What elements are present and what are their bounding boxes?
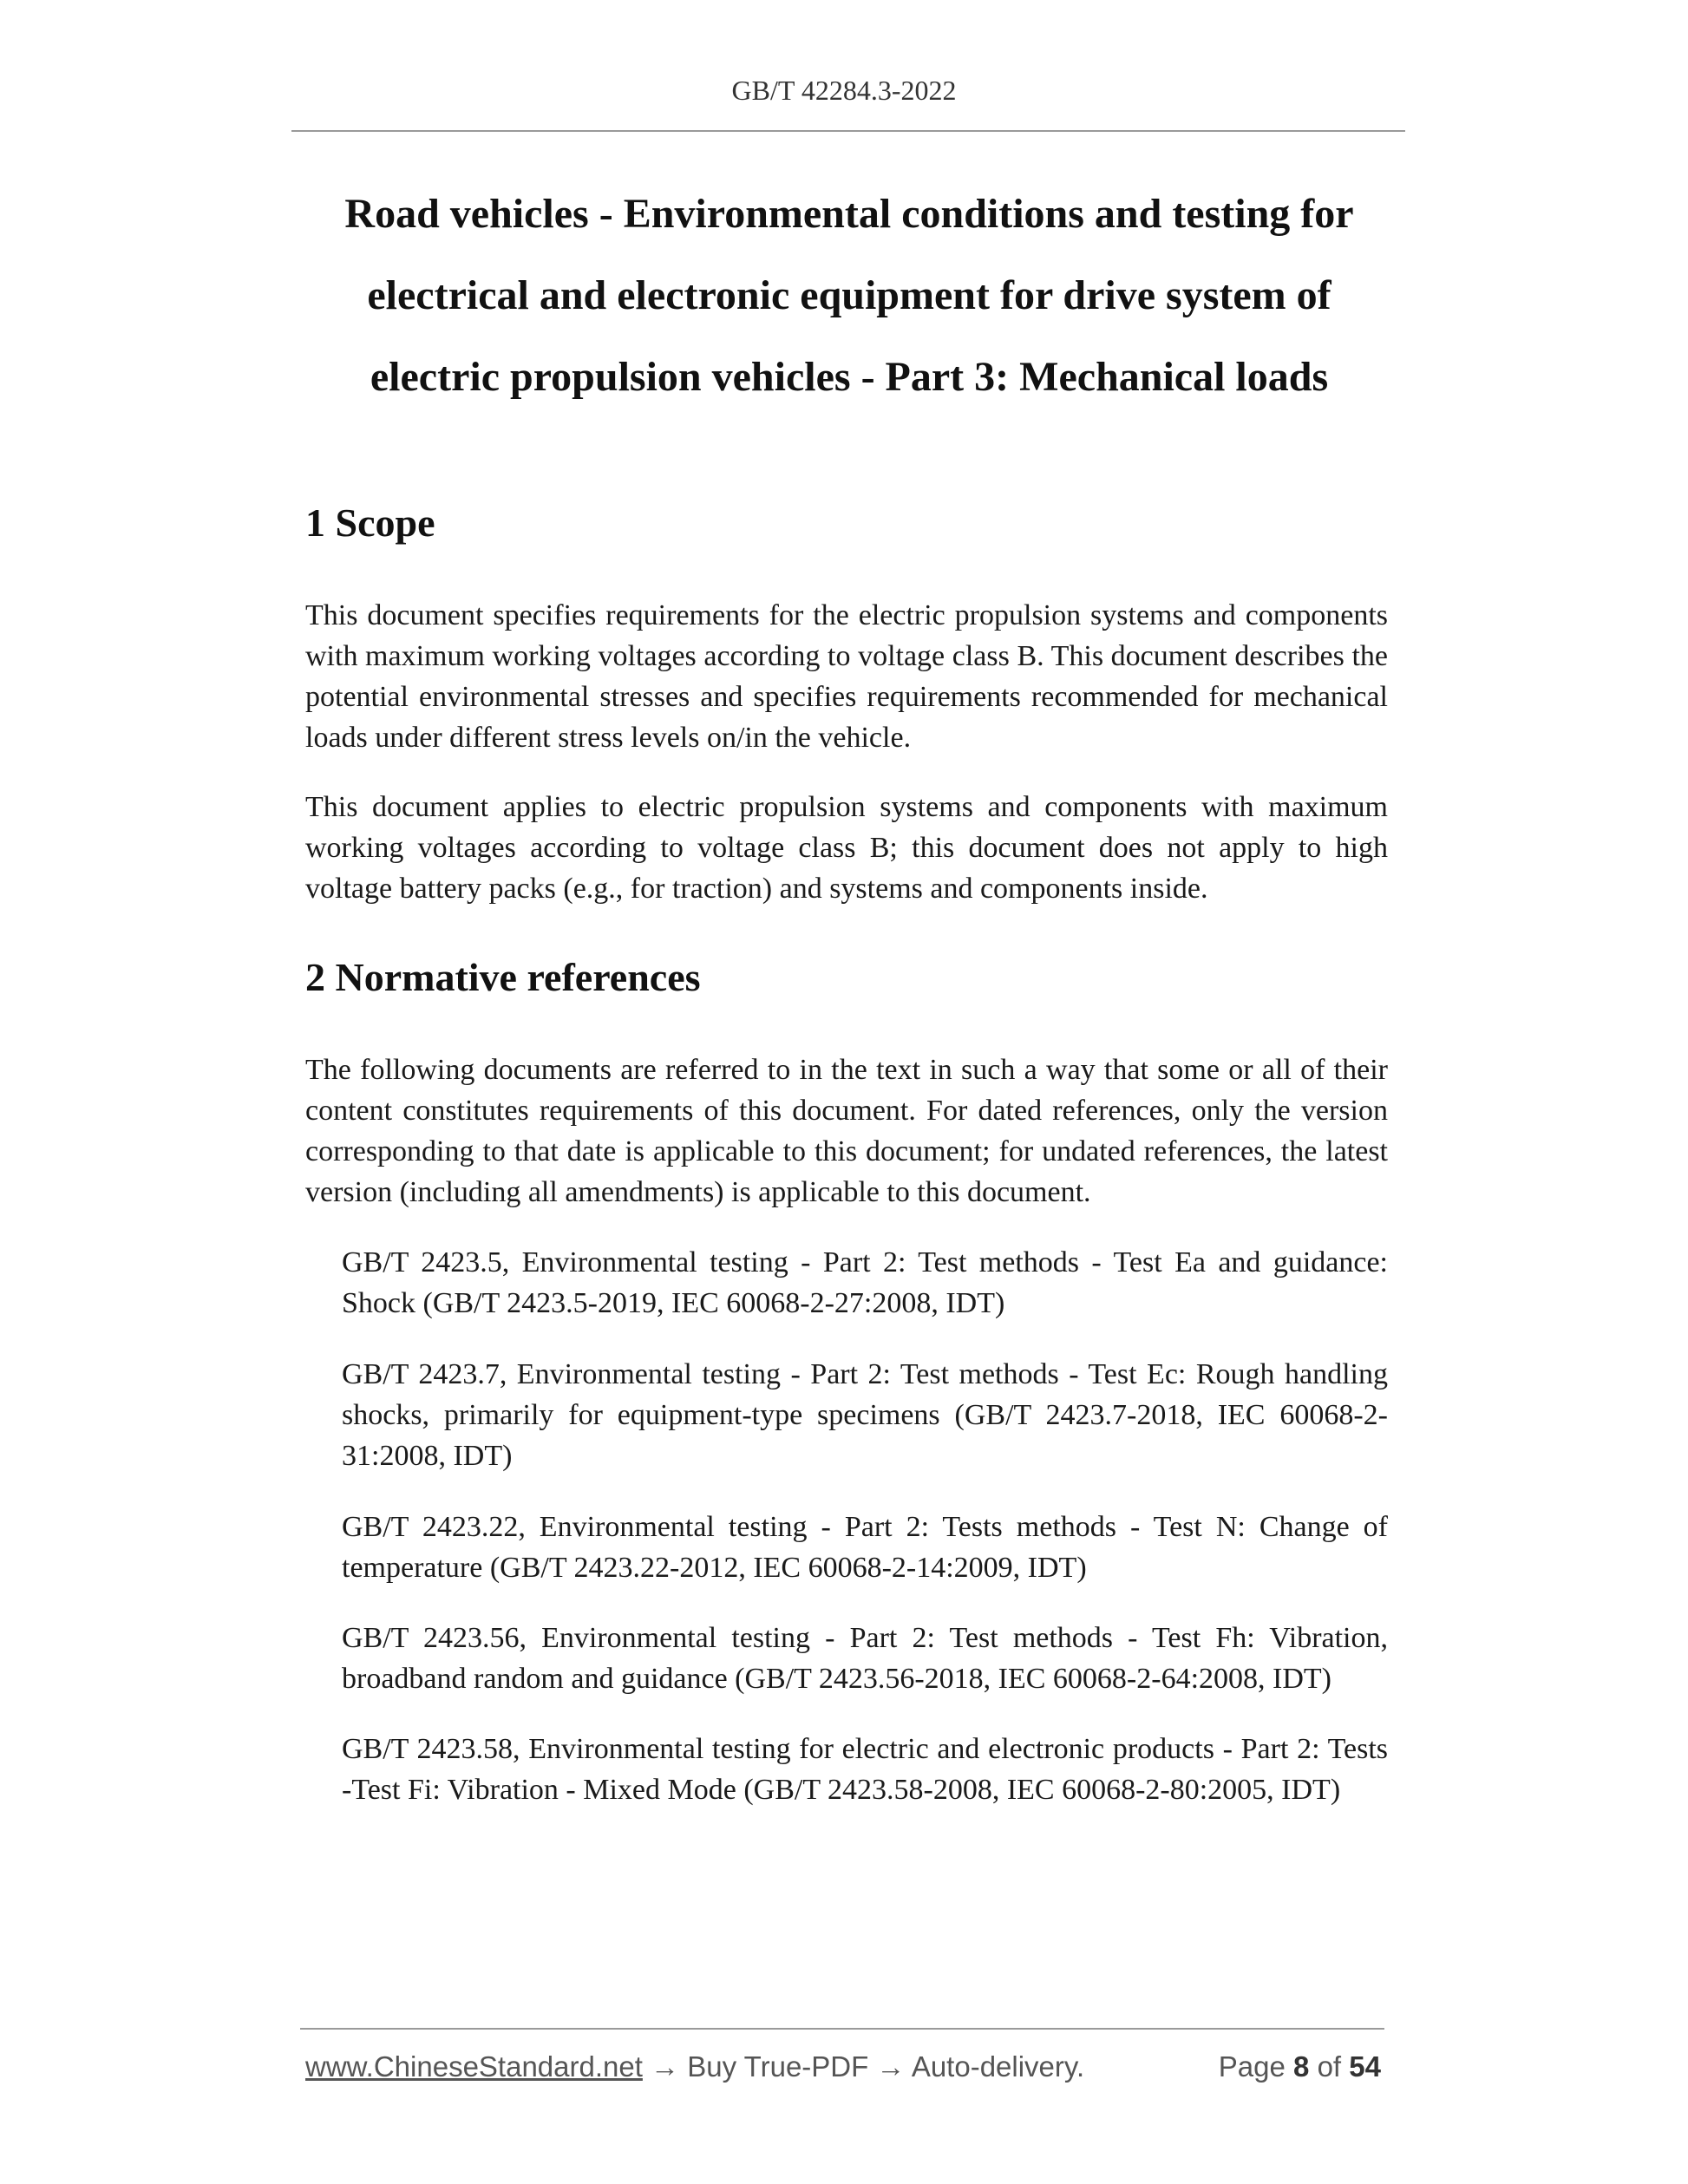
reference-item-gbt-2423-22: GB/T 2423.22, Environmental testing - Part 2: Tests methods - Test N: Change of temperature (GB/T 2423.22-2012, IEC 60068-2-14:2009, IDT): [342, 1511, 1388, 1584]
page-indicator: [1219, 2050, 1381, 2083]
normative-references-heading: 2 Normative references: [305, 955, 701, 999]
normative-intro-paragraph: The following documents are referred to in the text in such a way that some or all of their content constitutes requirements of this document. For dated references, only the version corresponding to that date is applicable to this document; for undated references, the latest version (including all amendments) is applicable to this document.: [305, 1054, 1388, 1208]
title-line-1: Road vehicles - Environmental conditions and testing for: [344, 191, 1354, 237]
title-line-2: electrical and electronic equipment for drive system of: [367, 272, 1331, 318]
title-line-3: electric propulsion vehicles - Part 3: Mechanical loads: [370, 354, 1329, 400]
page-label: Page: [1218, 2050, 1286, 2083]
running-header: GB/T 42284.3-2022: [731, 75, 957, 106]
reference-item-gbt-2423-58: GB/T 2423.58, Environmental testing for electric and electronic products - Part 2: Tests -Test Fi: Vibration - Mixed Mode (GB/T 2423.58-2008, IEC 60068-2-80:2005, IDT): [342, 1733, 1388, 1806]
scope-heading: 1 Scope: [305, 500, 435, 545]
chinesestandard-link[interactable]: www.ChineseStandard.net: [305, 2050, 643, 2083]
document-title: [295, 173, 1403, 418]
current-page-number: 8: [1293, 2050, 1310, 2083]
reference-item-gbt-2423-7: GB/T 2423.7, Environmental testing - Part 2: Test methods - Test Ec: Rough handling shocks, primarily for equipment-type specimens (GB/T 2423.7-2018, IEC 60068-2-31:2008, IDT): [342, 1358, 1388, 1472]
reference-item-gbt-2423-56: GB/T 2423.56, Environmental testing - Part 2: Test methods - Test Fh: Vibration, broadband random and guidance (GB/T 2423.56-2018, IEC 60068-2-64:2008, IDT): [342, 1622, 1388, 1695]
scope-paragraph-2: This document applies to electric propulsion systems and components with maximum working voltages according to voltage class B; this document does not apply to high voltage battery packs (e.g., for traction) and systems and components inside.: [305, 791, 1388, 905]
footer-promo: [305, 2050, 1084, 2083]
scope-paragraph-1: This document specifies requirements for the electric propulsion systems and components with maximum working voltages according to voltage class B. This document describes the potential environmental stresses and specifies requirements recommended for mechanical loads under different stress levels on/in the vehicle.: [305, 599, 1388, 754]
header-rule: [291, 130, 1405, 132]
total-page-count: 54: [1349, 2050, 1381, 2083]
footer-promo-text: → Buy True-PDF → Auto-delivery.: [642, 2050, 1085, 2083]
of-label: of: [1317, 2050, 1342, 2083]
footer-rule: [300, 2028, 1384, 2030]
reference-item-gbt-2423-5: GB/T 2423.5, Environmental testing - Part 2: Test methods - Test Ea and guidance: Shock (GB/T 2423.5-2019, IEC 60068-2-27:2008, IDT): [342, 1246, 1388, 1319]
